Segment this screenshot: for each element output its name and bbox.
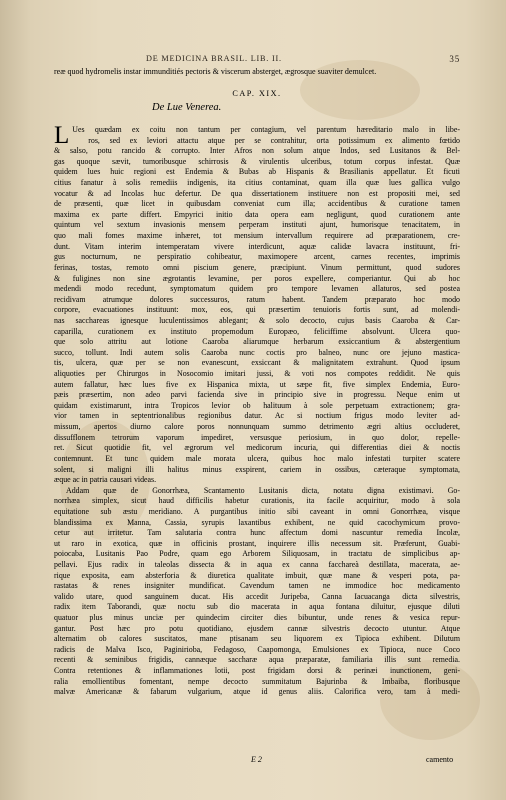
body-line: gas quoque sævit, tumoribusque schirrosis & virulentis ulceribus, totum corpus infestat. Quæ xyxy=(54,156,460,166)
running-head xyxy=(54,54,460,66)
body-line: corpore, evacuationes instituunt: mox, eos, qui præsertim tenuioris fortis sunt, ad molendi- xyxy=(54,305,460,315)
drop-cap: L xyxy=(54,122,70,149)
body-line: equitatione sub æstu meridiano. A purgantibus initio sibi caveant in omni Gonorrhæa, visque xyxy=(54,506,460,516)
body-line: autem fallatur, hæc lues five ex Hispanica mixta, ut sæpe fit, five simplex Endemia, Euro- xyxy=(54,379,460,389)
body-line: de præsenti, quæ licet in quibusdam conveniat cum illa; accidentibus & curatione tamen xyxy=(54,199,460,209)
body-line: succo, tollunt. Indi autem solis Caaroba nunc coctis pro balneo, nunc ore jejuno mastica- xyxy=(54,347,460,357)
running-head-title: DE MEDICINA BRASIL. LIB. II. xyxy=(146,54,282,63)
body-line: gantur. Post hæc pro potu quotidiano, ejusdem cannæ silvestris decocto utuntur. Atque xyxy=(54,623,460,633)
body-line: aliquoties per Chirurgos in Nosocomio imitari jussi, & voti nos compotes reddidit. Ne quis xyxy=(54,369,460,379)
body-line: vior tamen in septentrionalibus regionibus datur. Ac si noctium frigus modo leviter ad- xyxy=(54,411,460,421)
body-line: rastatas & renes insigniter mundificat. Cavendum tamen ne immodice hoc medicamento xyxy=(54,581,460,591)
body-line: tis, ulcera, quæ per se non evanescunt, exsiccant & malignitatem extrahunt. Quod ipsum xyxy=(54,358,460,368)
body-line: recenti & seminibus frigidis, cannæque saccharæ aqua præparatæ, familiaria illis sunt remedia. xyxy=(54,655,460,665)
body-line: Addam quæ de Gonorrhæa, Scantamento Lusitanis dicta, notatu digna existimavi. Go- xyxy=(66,485,460,495)
body-line: cetur aut irritetur. Tam salutaria contra hunc affectum domi nascuntur remedia Incolæ, xyxy=(54,528,460,538)
body-line: missum, apertos diurno calore poros nonnunquam summo detrimento ægri altius occluderet, xyxy=(54,422,460,432)
catchword: camento xyxy=(426,755,454,764)
body-line: maxima ex parte differt. Empyrici initio data opera eam negligunt, quod curationem ante xyxy=(54,209,460,219)
body-line: rique exposita, eam absterforia & diuretica qualitate imbuit, quæ mane & vesperi pota, pa- xyxy=(54,570,460,580)
body-line: quidam existimarunt, intra Tropicos levior ob halituum à sole perpetuam extractionem; gra- xyxy=(54,400,460,410)
body-line-text: Ues quædam ex coitu non tantum per contagium, vel parentum hæreditario malo in libe- xyxy=(72,125,460,134)
body-line: solent, si maligni illi halitus minus exspirent, cariem in ossibus, cæteraque symptomata, xyxy=(54,464,460,474)
body-text xyxy=(54,122,460,698)
body-line: dissufflonem tetrorum vaporum impediret, versusque periosium, in quo dolor, repelle- xyxy=(54,432,460,442)
body-line: norrhæa simplex, sicut haud difficilis habetur curationis, ita facile acquiritur, modo à sola xyxy=(54,496,460,506)
body-line: ralia emollientibus fomentant, nempe decocto summitatum Bajurinba & Imbaiba, floribusque xyxy=(54,676,460,686)
body-line: ut raro in exotica, quæ in officinis prostant, inquirere illis necessum sit. Præferunt, Guabi- xyxy=(54,538,460,548)
body-line: citius fanatur à solis remediis indigenis, ita citius contaminat, quam illa quæ lues gallica vulgo xyxy=(54,178,460,188)
body-line: blandissima ex Manna, Cassia, syrupis laxantibus exhibent, ne quid cacochymicum provo- xyxy=(54,517,460,527)
body-line: nas sacchareas ignesque luculentissimos ablegant; & solo decocto, cujus basis Caaroba & Car- xyxy=(54,315,460,325)
body-line: vocatur & ad Incolas huc defertur. De qua dissertationem instituere non est propositi mei, sed xyxy=(54,188,460,198)
body-line: æque ac in patria causari videas. xyxy=(54,475,157,485)
continuation-text: reæ quod hydromelis instar immunditiés pectoris & viscerum absterget, ægrosque suaviter demulcet. xyxy=(54,67,377,76)
body-line: & fuligines non sine ægrotantis levamine, per poros expellere, comperiantur. Qui ab hoc xyxy=(54,273,460,283)
body-line: ret. Sicut quotidie fit, vel ægrorum vel medicorum incuria, qui differentias diei & noctis xyxy=(54,443,460,453)
body-line: quatuor plus minus unciæ per quindecim circiter dies bibuntur, unde renes & vesica repur- xyxy=(54,613,460,623)
body-line: quidem lues huic regioni est Endemia & Bubas ab Hispanis & Brasilianis appellatur. Et ficuti xyxy=(54,167,460,177)
body-line: Contra retentiones & inflammationes lotii, post frigidam dorsi & perinæi inunctionem, geni- xyxy=(54,666,460,676)
body-line: valido utare, quod sanguinem ducat. His accedit Juripeba, Canna Iacuacanga dicta silvestris, xyxy=(54,591,460,601)
body-line: pellavi. Ejus radix in taleolas dissecta & in aqua ex canna facchareà destillata, macerata, ae- xyxy=(54,559,460,569)
body-line: alternatim ob calores suscitatos, mane ptisanam seu liquorem ex Tipioca exhibent. Dilutum xyxy=(54,634,460,644)
body-line: que solo attritu aut lotione Caaroba aliarumque herbarum exsiccantium & abstergentium xyxy=(54,337,460,347)
body-line: caparilla, curationem ex instituto propemodum Europæo, feliciffime absolvunt. Ulcera quo- xyxy=(54,326,460,336)
body-line: pæis præsertim, non adeo parvi facienda sive in principio sive in progressu. Neque enim ut xyxy=(54,390,460,400)
body-line: ferinas, tostas, remoto omni piscium genere, præcipiunt. Vinum permittunt, quod sudores xyxy=(54,262,460,272)
body-line: contemnunt. Et tunc quidem male morata ulcera, quibus hoc malo infestati turpiter scatere xyxy=(54,453,460,463)
chapter-title: De Lue Venerea. xyxy=(152,102,222,113)
body-line: recidivam atrumque dolores successuros, ratum habent. Tandem præparato hoc modo xyxy=(54,294,460,304)
body-line: dunt. Vitam interim intemperatam vivere interdicunt, aquæ calidæ lavacra instituunt, fri- xyxy=(54,241,460,251)
body-line: & salso, potu rancido & corrupto. Inter Afros non solum atque Indos, sed Lusitanos & Bel- xyxy=(54,146,460,156)
body-line: ros, sed ex leviori attactu atque per se contrahitur, orta potissimum ex alimento fœtido xyxy=(88,135,460,145)
body-line: malvæ Americanæ & fabarum vulgarium, atque id genus aliis. Calorifica vero, tam à medi- xyxy=(54,687,460,697)
body-line: poiocaba, Lusitanis Pao Podre, quam ego Arborem Siliquosam, in tractatu de simplicibus ap- xyxy=(54,549,460,559)
chapter-heading: CAP. XIX. xyxy=(232,89,282,98)
body-line: quo mali fomes maxime inhæret, tot mensium intervallum requirere ad præparationem, cre- xyxy=(54,231,460,241)
body-line: radix item Taborandi, quæ noctu sub dio macerata in aqua fontana diluitur, ejusque diluti xyxy=(54,602,460,612)
body-line: radicis de Malva Isco, Paginirioba, Fedagoso, Caapomonga, Emulsiones ex Tipioca, nuce Coco xyxy=(54,644,460,654)
signature-mark: E 2 xyxy=(251,755,262,764)
body-line: medendi modo recedunt, symptomatum quidem pro tempore levamen allaturos, sed postea xyxy=(54,284,460,294)
body-line: quintum vel sextum invasionis mensem perperam instituti ajunt, humorisque tenacitatem, in xyxy=(54,220,460,230)
page-number: 35 xyxy=(449,54,460,64)
body-line: gus nocturnum, ne perspiratio cohibeatur, maximopere arcent, carnes recentes, imprimis xyxy=(54,252,460,262)
